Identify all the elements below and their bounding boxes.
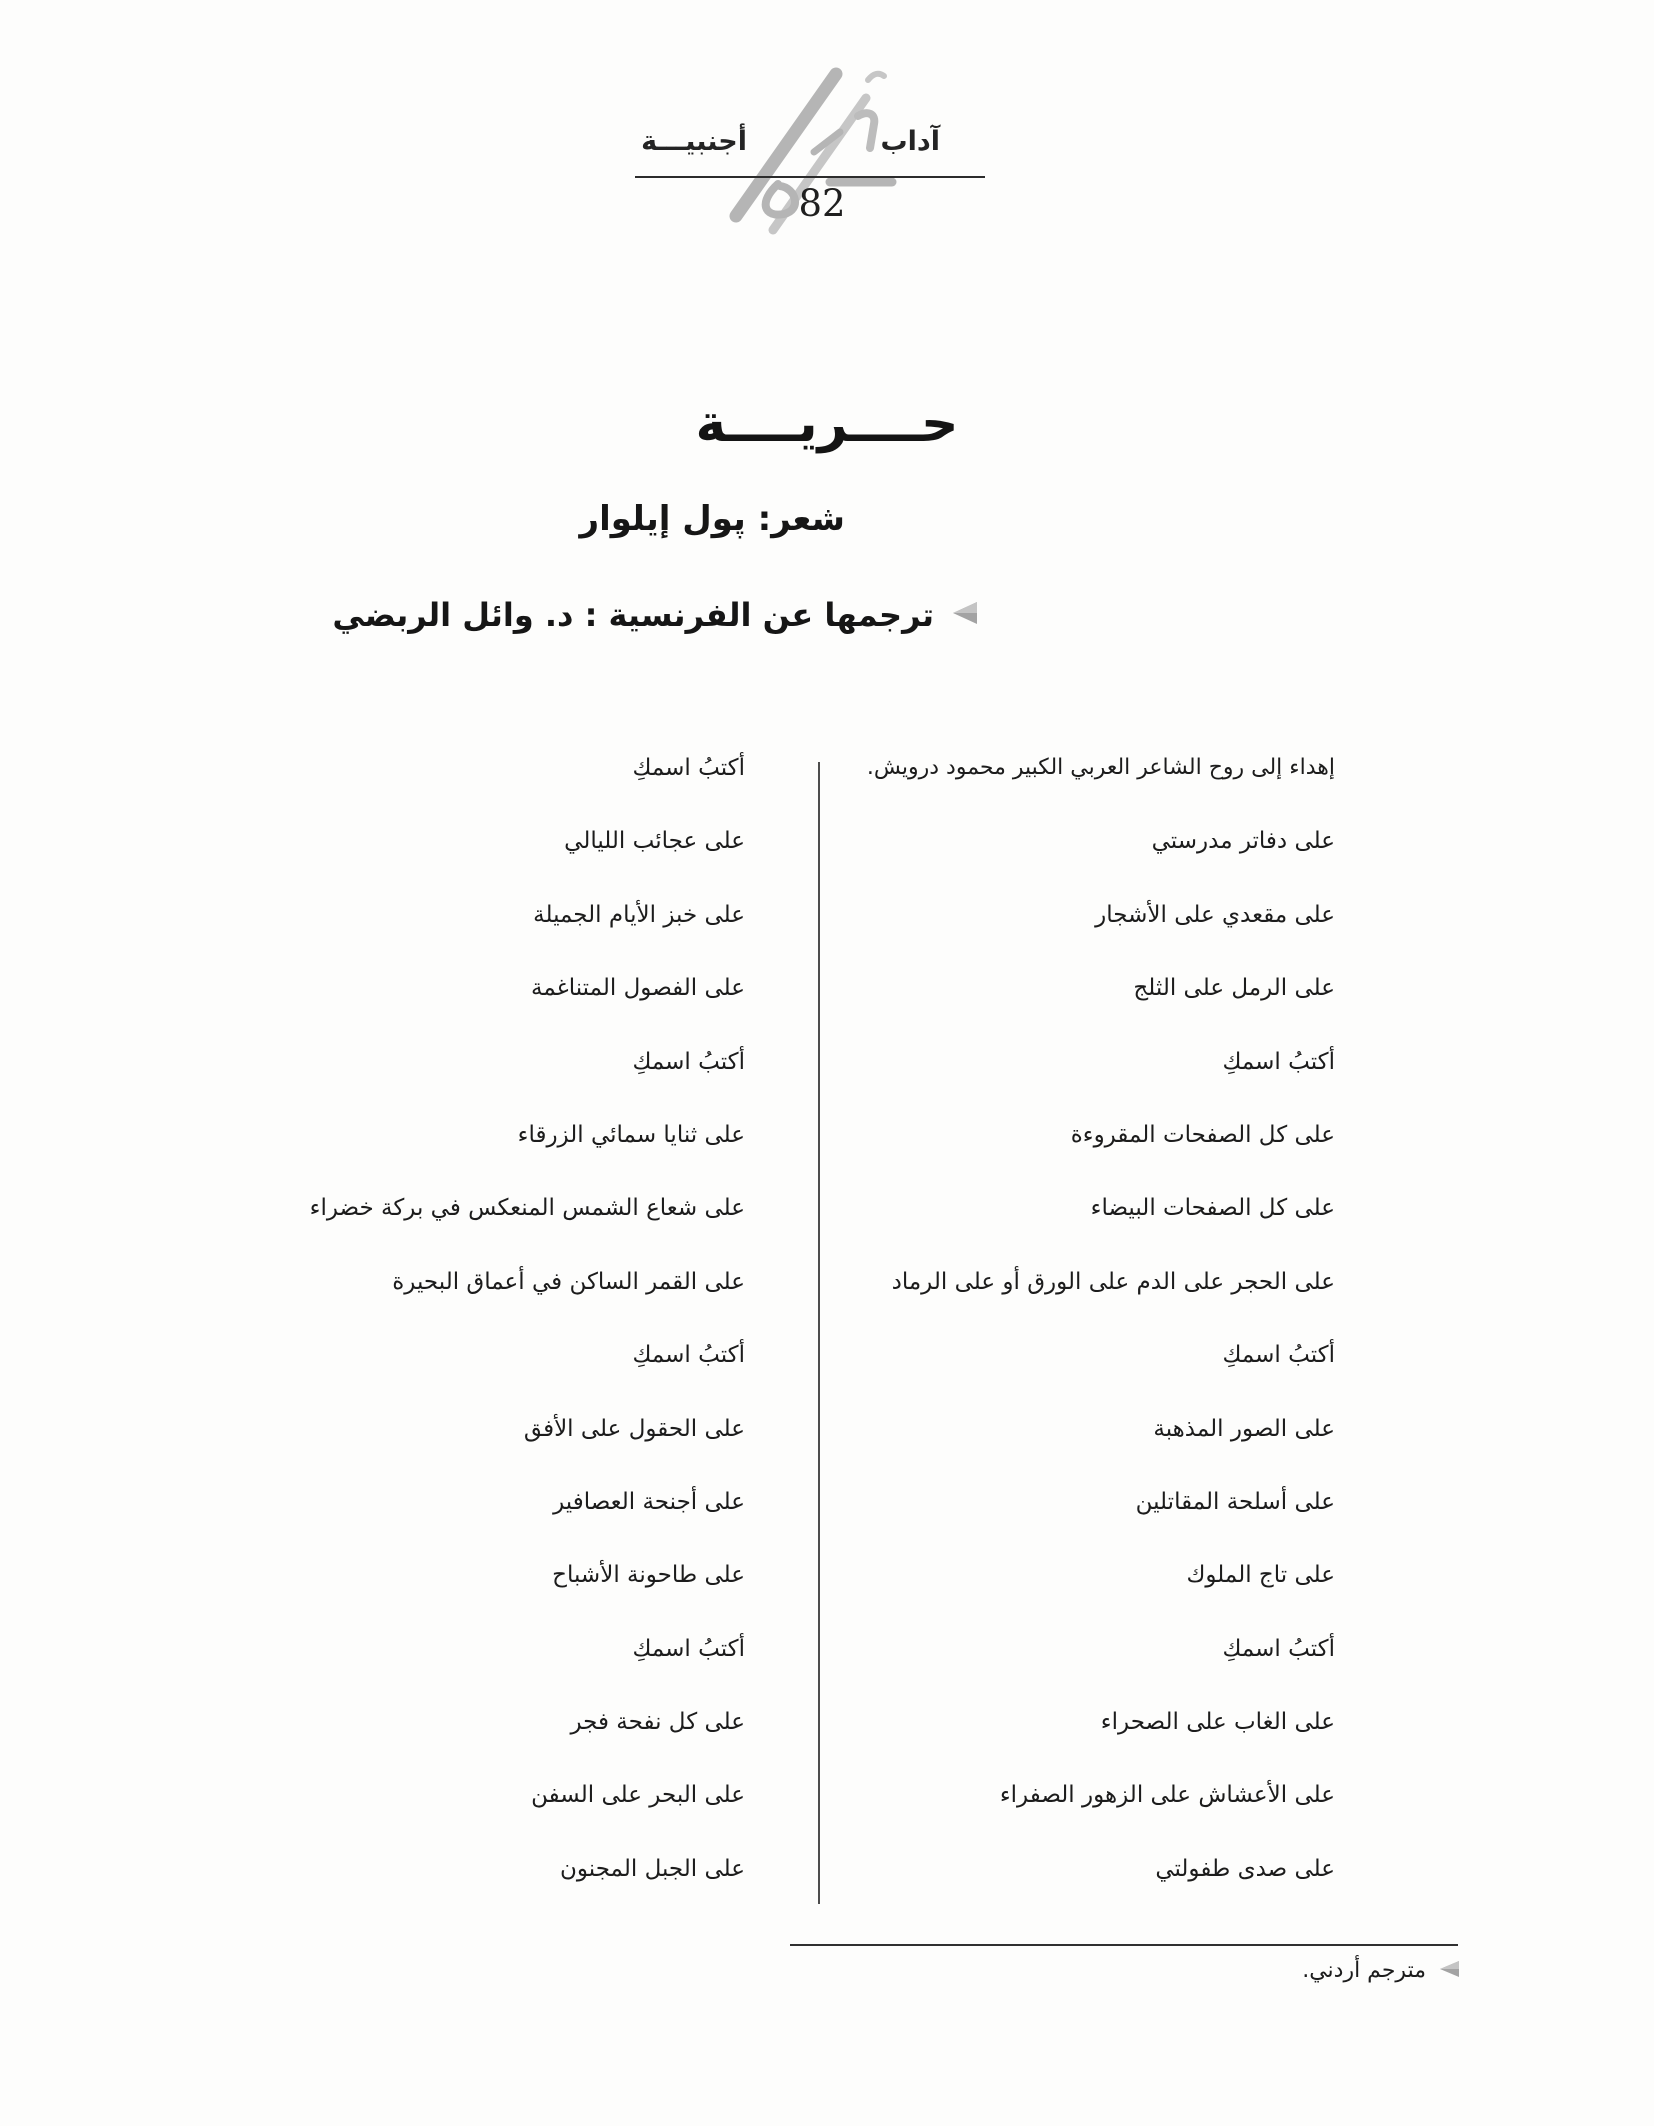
page-number: 82: [798, 182, 846, 225]
poem-line: على طاحونة الأشباح: [552, 1562, 745, 1589]
header-rule: [635, 176, 985, 178]
poem-column-second: [265, 755, 745, 1929]
poem-line: على أجنحة العصافير: [553, 1488, 745, 1515]
translator-line: [332, 596, 978, 634]
poem-line: على ثنايا سمائي الزرقاء: [517, 1121, 745, 1148]
poem-line: على الحقول على الأفق: [523, 1415, 745, 1442]
poem-line: أكتبُ اسمكِ: [632, 1635, 745, 1662]
poem-line: على الرمل على الثلج: [1133, 975, 1335, 1002]
footnote-rule: [790, 1944, 1458, 1946]
poem-line: على كل الصفحات البيضاء: [1090, 1195, 1335, 1222]
left-triangle-marker-icon: [950, 601, 978, 629]
poem-line: على صدى طفولتي: [1155, 1855, 1335, 1882]
column-divider-rule: [818, 762, 820, 1904]
poem-line: على الحجر على الدم على الورق أو على الرماد: [891, 1268, 1335, 1295]
poem-title: حــــريــــة: [695, 394, 959, 454]
left-triangle-marker-icon: [1438, 1960, 1460, 1982]
footnote: [1302, 1958, 1460, 1983]
poem-line: على خبز الأيام الجميلة: [533, 901, 745, 928]
footnote-text: مترجم أردني.: [1302, 1958, 1426, 1983]
poem-line: على شعاع الشمس المنعكس في بركة خضراء: [309, 1195, 745, 1222]
poem-line: على عجائب الليالي: [564, 828, 745, 855]
dedication-line: إهداء إلى روح الشاعر العربي الكبير محمود درويش.: [866, 755, 1335, 780]
poem-line: على أسلحة المقاتلين: [1135, 1488, 1335, 1515]
poem-line: على الفصول المتناغمة: [531, 975, 745, 1002]
poem-line: أكتبُ اسمكِ: [632, 1342, 745, 1369]
poem-line: على البحر على السفن: [531, 1782, 745, 1809]
poem-line: على كل الصفحات المقروءة: [1070, 1121, 1335, 1148]
poem-line: على الغاب على الصحراء: [1100, 1709, 1335, 1736]
poem-line: أكتبُ اسمكِ: [1222, 1342, 1335, 1369]
poem-line: على الصور المذهبة: [1153, 1415, 1335, 1442]
poem-line: على القمر الساكن في أعماق البحيرة: [392, 1268, 745, 1295]
poem-line: أكتبُ اسمكِ: [632, 755, 745, 781]
poem-line: على دفاتر مدرستي: [1151, 828, 1335, 855]
poem-line: أكتبُ اسمكِ: [1222, 1635, 1335, 1662]
translator-text: ترجمها عن الفرنسية : د. وائل الربضي: [332, 596, 934, 634]
poem-line: على الأعشاش على الزهور الصفراء: [999, 1782, 1335, 1809]
section-word-right: آداب: [880, 126, 940, 157]
poem-line: على كل نفحة فجر: [570, 1709, 745, 1736]
poem-line: أكتبُ اسمكِ: [1222, 1048, 1335, 1075]
poem-column-first: [795, 755, 1335, 1929]
poem-line: على مقعدي على الأشجار: [1095, 901, 1335, 928]
poet-byline: شعر: پول إيلوار: [579, 499, 845, 539]
section-word-left: أجنبيـــة: [641, 126, 747, 157]
poem-line: على الجبل المجنون: [560, 1855, 745, 1882]
poem-line: أكتبُ اسمكِ: [632, 1048, 745, 1075]
poem-line: على تاج الملوك: [1186, 1562, 1335, 1589]
